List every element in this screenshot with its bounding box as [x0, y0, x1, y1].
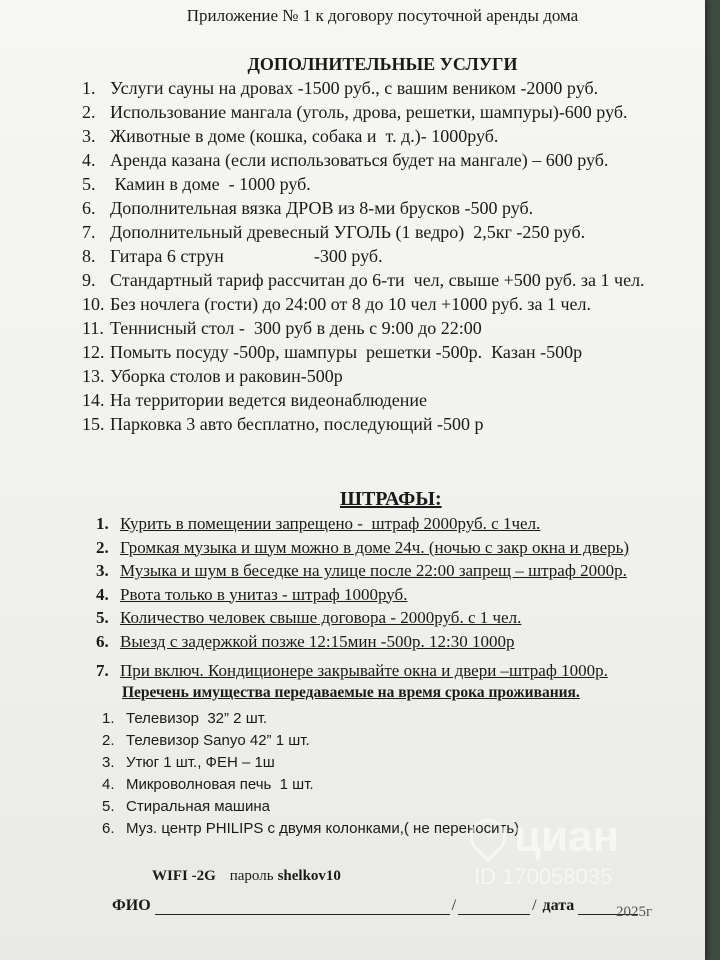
wifi-password: shelkov10 [277, 868, 341, 884]
service-item-text: На территории ведется видеонаблюдение [110, 390, 428, 410]
date-year: 2025г [616, 904, 653, 920]
service-item [82, 76, 702, 100]
service-item [82, 292, 702, 316]
service-item-number: 1. [82, 78, 96, 98]
fine-item-number: 5. [96, 608, 109, 627]
wifi-label: WIFI -2G [152, 868, 216, 884]
property-item [102, 708, 662, 730]
separator-slash: / [451, 897, 457, 914]
fine-item [96, 630, 696, 654]
service-item-text: Гитара 6 струн -300 руб. [110, 246, 383, 266]
service-item-number: 9. [82, 270, 96, 290]
service-item-number: 14. [82, 390, 105, 410]
fine-item [96, 512, 696, 536]
service-item-number: 4. [82, 150, 96, 170]
property-item-number: 3. [102, 754, 115, 771]
service-item-number: 2. [82, 102, 96, 122]
fine-item [96, 659, 696, 683]
property-item-text: Микроволновая печь 1 шт. [126, 776, 314, 793]
property-item-number: 4. [102, 776, 115, 793]
service-item-text: Камин в доме - 1000 руб. [110, 174, 311, 194]
service-item-number: 5. [82, 174, 96, 194]
service-item-number: 13. [82, 366, 105, 386]
service-item [82, 220, 702, 244]
fine-item-number: 4. [96, 584, 109, 604]
services-list [82, 76, 702, 436]
property-item-number: 6. [102, 820, 115, 837]
service-item-text: Теннисный стол - 300 руб в день с 9:00 до 22:00 [110, 318, 482, 338]
date-label: дата [542, 897, 575, 914]
service-item [82, 316, 702, 340]
service-item-text: Дополнительная вязка ДРОВ из 8-ми брусков -500 руб. [110, 198, 534, 218]
fine-item-number: 1. [96, 514, 109, 533]
property-item [102, 774, 662, 796]
service-item [82, 196, 702, 220]
separator-slash: / [532, 897, 537, 914]
service-item-text: Услуги сауны на дровах -1500 руб., с вашим веником -2000 руб. [110, 78, 599, 98]
fine-item-text: Количество человек свыше договора - 2000руб. с 1 чел. [120, 608, 522, 627]
service-item-number: 7. [82, 222, 96, 242]
property-item-text: Утюг 1 шт., ФЕН – 1ш [126, 754, 275, 771]
fine-item [96, 536, 696, 560]
service-item [82, 148, 702, 172]
document-header: Приложение № 1 к договору посуточной аренды дома [186, 6, 579, 25]
wifi-password-label: пароль [229, 868, 274, 884]
fine-item [96, 559, 696, 583]
fines-title: ШТРАФЫ: [340, 488, 442, 510]
service-item-text: Стандартный тариф рассчитан до 6-ти чел, свыше +500 руб. за 1 чел. [110, 270, 645, 290]
service-item-text: Помыть посуду -500р, шампуры решетки -500р. Казан -500р [110, 342, 583, 362]
wifi-info [152, 868, 341, 885]
property-item [102, 796, 662, 818]
property-item [102, 752, 662, 774]
service-item-text: Парковка 3 авто бесплатно, последующий -500 р [110, 414, 484, 434]
service-item [82, 124, 702, 148]
fine-item-number: 2. [96, 537, 109, 557]
fine-item-number: 6. [96, 631, 109, 651]
fine-item-text: Курить в помещении запрещено - штраф 2000руб. с 1чел. [120, 514, 541, 533]
service-item-text: Дополнительный древесный УГОЛЬ (1 ведро) 2,5кг -250 руб. [110, 222, 586, 242]
service-item [82, 388, 702, 412]
service-item [82, 412, 702, 436]
service-item-number: 10. [82, 294, 105, 314]
property-item-number: 2. [102, 732, 115, 749]
property-item-text: Муз. центр PHILIPS с двумя колонками,( не переносить) [126, 820, 520, 837]
services-title: ДОПОЛНИТЕЛЬНЫЕ УСЛУГИ [247, 54, 518, 74]
service-item [82, 172, 702, 196]
fine-item [96, 606, 696, 630]
property-item-text: Стиральная машина [126, 798, 270, 815]
signature-row [112, 896, 672, 920]
watermark-id: ID 170058035 [474, 864, 613, 889]
watermark-brand: циан [514, 812, 620, 861]
signature-line [458, 896, 530, 915]
fine-item-text: Рвота только в унитаз - штраф 1000руб. [120, 584, 408, 604]
property-title: Перечень имущества передаваемые на время срока проживания. [122, 684, 580, 701]
property-item [102, 818, 662, 840]
fio-label: ФИО [112, 897, 151, 914]
fine-item-number: 3. [96, 561, 109, 580]
service-item-text: Уборка столов и раковин-500р [110, 366, 343, 386]
property-list [102, 708, 662, 840]
property-item-text: Телевизор 32” 2 шт. [126, 710, 268, 727]
fines-list [96, 512, 696, 683]
service-item-text: Аренда казана (если использоваться будет на мангале) – 600 руб. [110, 150, 609, 170]
fine-item-text: Выезд с задержкой позже 12:15мин -500р. 12:30 1000р [120, 631, 515, 651]
fine-item-text: При включ. Кондиционере закрывайте окна и двери –штраф 1000р. [120, 661, 608, 680]
property-item-number: 1. [102, 710, 115, 727]
service-item [82, 268, 702, 292]
service-item-number: 12. [82, 342, 105, 362]
service-item [82, 100, 702, 124]
fine-item-text: Музыка и шум в беседке на улице после 22:00 запрещ – штраф 2000р. [120, 561, 627, 580]
service-item-number: 6. [82, 198, 96, 218]
fio-line [155, 896, 450, 915]
service-item-number: 8. [82, 246, 96, 266]
property-item-text: Телевизор Sanyo 42” 1 шт. [126, 732, 310, 749]
property-item-number: 5. [102, 798, 115, 815]
fine-item-text: Громкая музыка и шум можно в доме 24ч. (ночью с закр окна и дверь) [120, 537, 630, 557]
service-item-text: Использование мангала (уголь, дрова, решетки, шампуры)-600 руб. [110, 102, 628, 122]
service-item-number: 11. [82, 318, 104, 338]
service-item-text: Животные в доме (кошка, собака и т. д.)- 1000руб. [110, 126, 499, 146]
service-item [82, 244, 702, 268]
service-item-number: 3. [82, 126, 96, 146]
service-item-text: Без ночлега (гости) до 24:00 от 8 до 10 чел +1000 руб. за 1 чел. [110, 294, 592, 314]
fine-item [96, 583, 696, 607]
property-item [102, 730, 662, 752]
service-item [82, 364, 702, 388]
service-item-number: 15. [82, 414, 105, 434]
service-item [82, 340, 702, 364]
fine-item-number: 7. [96, 661, 109, 680]
